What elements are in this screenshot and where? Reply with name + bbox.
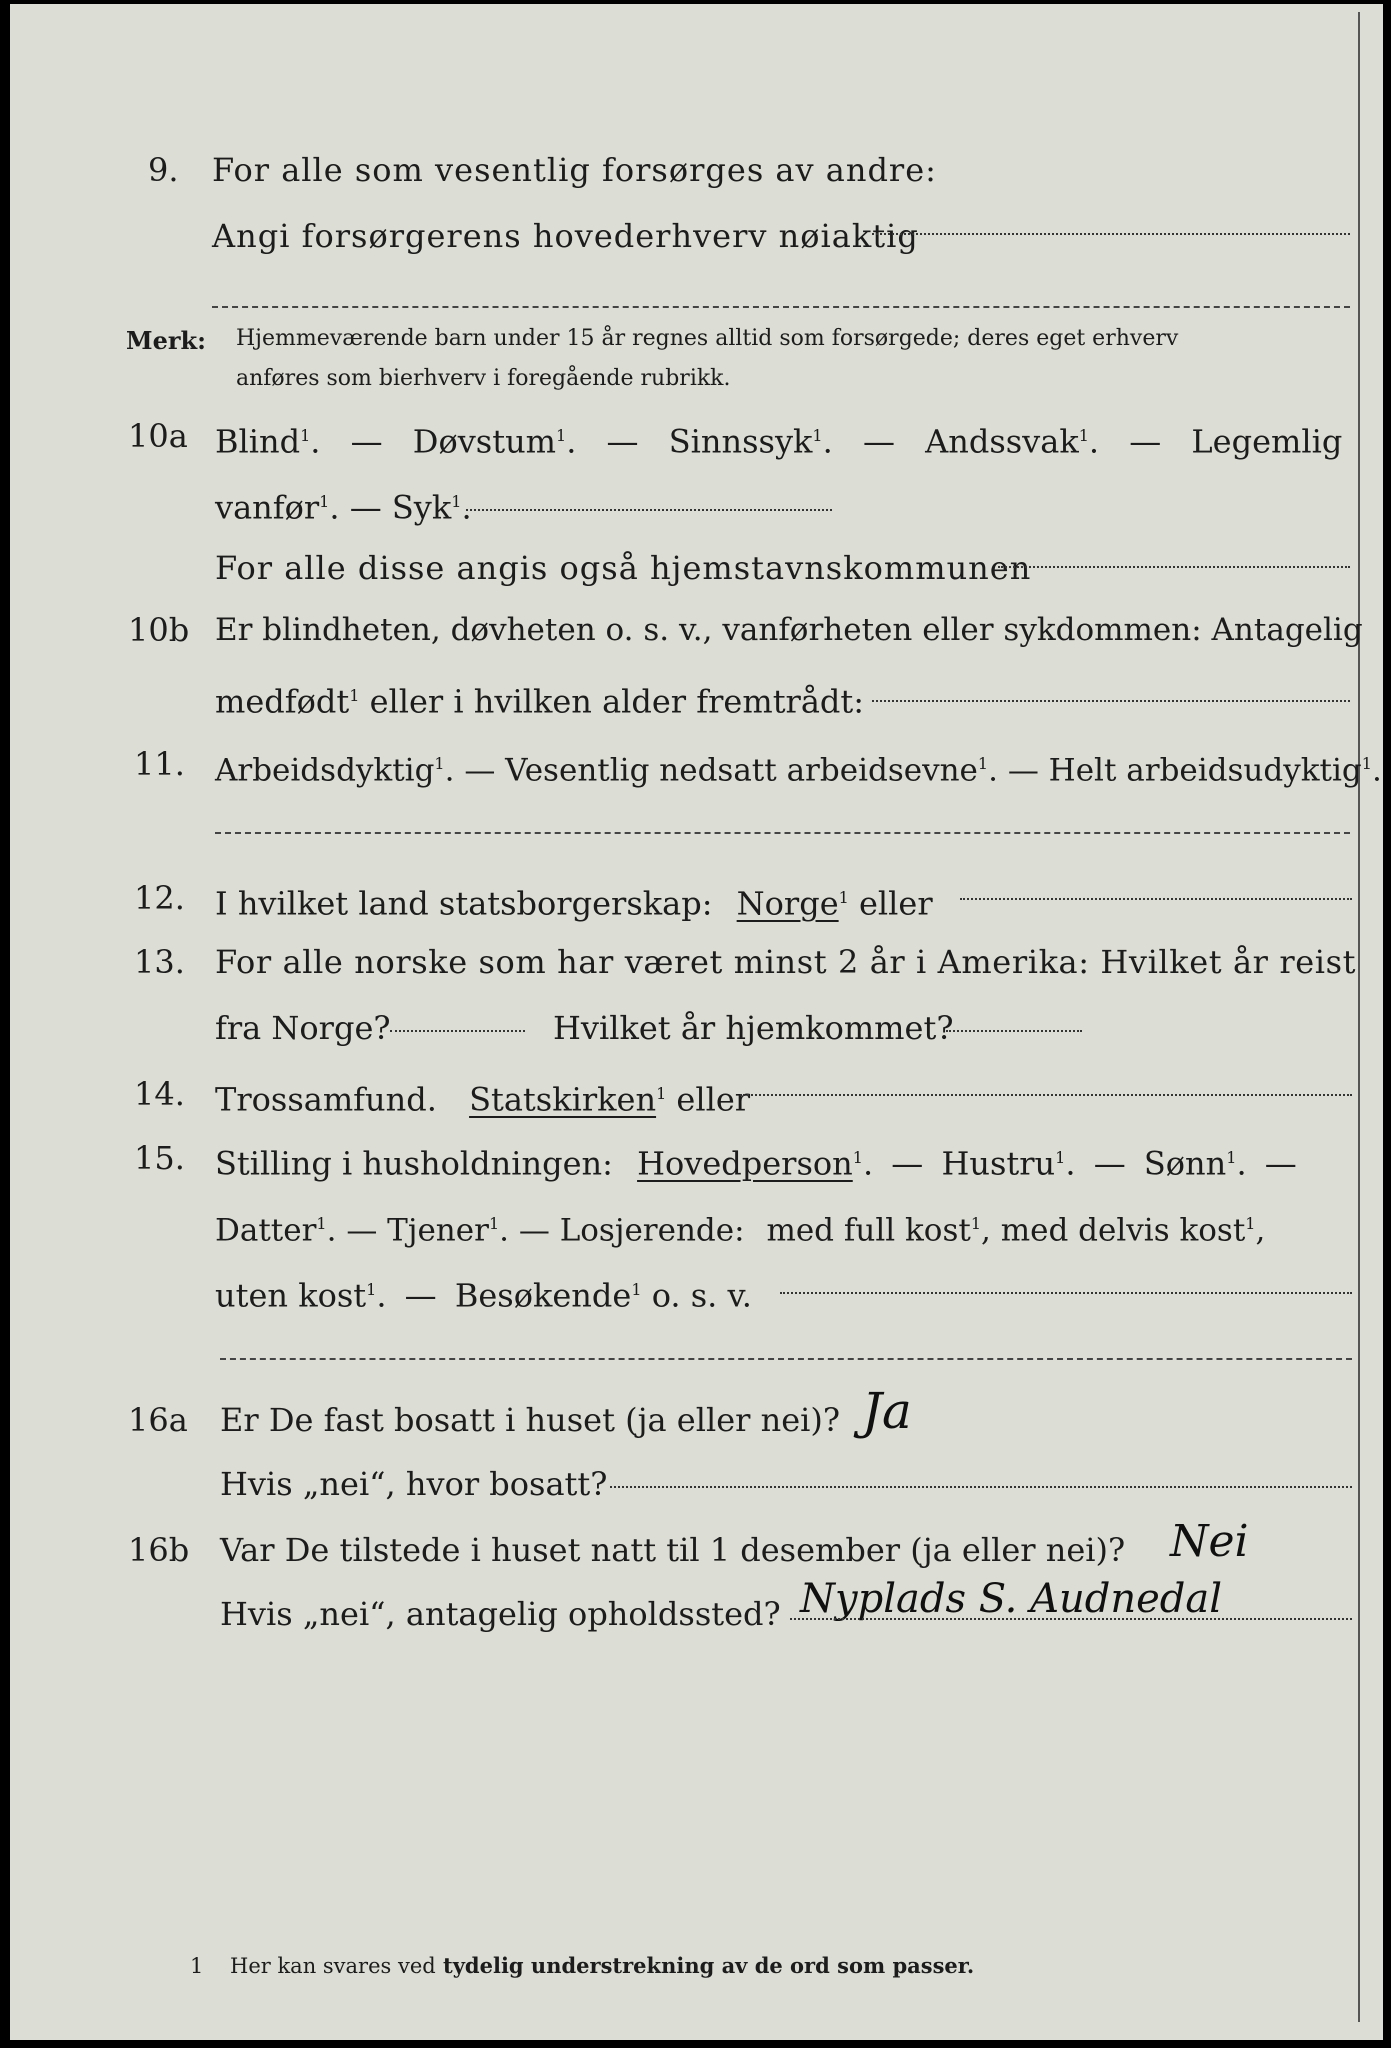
opt-statskirken[interactable]: Statskirken	[469, 1080, 657, 1119]
q10a-line2: vanfør$^1$. — Syk$^1$.	[215, 488, 472, 527]
q13-hjemkommet-line[interactable]	[946, 1030, 1082, 1032]
opt-arbeidsdyktig[interactable]: Arbeidsdyktig	[215, 752, 435, 789]
q14-line1: Trossamfund. Statskirken$^1$ eller	[215, 1080, 751, 1119]
q12-answer-line[interactable]	[960, 898, 1352, 900]
q10b-number: 10b	[128, 611, 190, 649]
opt-hovedperson[interactable]: Hovedperson	[637, 1144, 853, 1183]
q11-answer-line[interactable]	[215, 832, 1350, 834]
opt-sinnssyk[interactable]: Sinnssyk	[668, 422, 813, 461]
opt-norge[interactable]: Norge	[736, 884, 839, 923]
census-form-page	[10, 4, 1383, 2040]
opt-andssvak[interactable]: Andssvak	[925, 422, 1079, 461]
q16b-handwritten-answer2[interactable]: Nyplads S. Audnedal	[800, 1576, 1223, 1622]
q15-answer-line-2[interactable]	[220, 1358, 1352, 1360]
page-edge-line	[1358, 12, 1360, 2022]
opt-legemlig[interactable]: Legemlig	[1191, 422, 1343, 461]
q10b-line1: Er blindheten, døvheten o. s. v., vanførheten eller sykdommen: Antagelig	[215, 612, 1363, 648]
q10a-number: 10a	[128, 417, 188, 455]
opt-tjener[interactable]: Tjener	[387, 1212, 489, 1249]
q15-line1: Stilling i husholdningen: Hovedperson$^1$. — Hustru$^1$. — Sønn$^1$. —	[215, 1144, 1297, 1183]
q16b-line1: Var De tilstede i huset natt til 1 desember (ja eller nei)?	[220, 1531, 1126, 1569]
opt-medfodt[interactable]: medfødt	[215, 682, 350, 721]
q13-line2a: fra Norge?	[215, 1009, 391, 1047]
q13-line2b: Hvilket år hjemkommet?	[553, 1009, 954, 1047]
q15-line2: Datter$^1$. — Tjener$^1$. — Losjerende: med full kost$^1$, med delvis kost$^1$,	[215, 1212, 1266, 1249]
q9-answer-line-2[interactable]	[212, 306, 1350, 308]
q9-line1: For alle som vesentlig forsørges av andre:	[212, 151, 937, 189]
q11-number: 11.	[134, 745, 185, 783]
opt-nedsatt[interactable]: Vesentlig nedsatt arbeidsevne	[505, 752, 978, 789]
opt-vanfor[interactable]: vanfør	[215, 488, 320, 527]
q9-line2: Angi forsørgerens hovederhverv nøiaktig	[212, 217, 919, 255]
q16a-number: 16a	[128, 1401, 188, 1439]
q16b-answer-line[interactable]	[790, 1618, 1352, 1620]
q15-answer-line[interactable]	[780, 1292, 1352, 1294]
q16b-number: 16b	[128, 1531, 190, 1569]
q9-answer-line[interactable]	[872, 233, 1350, 235]
opt-hustru[interactable]: Hustru	[941, 1144, 1056, 1183]
opt-blind[interactable]: Blind	[215, 422, 301, 461]
q10a-line3: For alle disse angis også hjemstavnskommunen	[215, 549, 1032, 587]
opt-delvis-kost[interactable]: med delvis kost	[1000, 1212, 1246, 1249]
q9-number: 9.	[148, 151, 179, 189]
q10b-line2: medfødt$^1$ eller i hvilken alder fremtrådt:	[215, 682, 865, 721]
q10b-answer-line[interactable]	[872, 700, 1350, 702]
q15-line3: uten kost$^1$. — Besøkende$^1$ o. s. v.	[215, 1276, 752, 1315]
merk-line2: anføres som bierhverv i foregående rubrikk.	[236, 366, 731, 391]
opt-sonn[interactable]: Sønn	[1143, 1144, 1227, 1183]
q12-line1: I hvilket land statsborgerskap: Norge$^1$ eller	[215, 884, 933, 923]
q13-line1: For alle norske som har været minst 2 år i Amerika: Hvilket år reist	[215, 943, 1357, 981]
q10a-answer-line[interactable]	[466, 509, 832, 511]
q11-line1: Arbeidsdyktig$^1$. — Vesentlig nedsatt arbeidsevne$^1$. — Helt arbeidsudyktig$^1$.	[215, 752, 1382, 789]
q14-answer-line[interactable]	[740, 1094, 1352, 1096]
footnote-mark: 1	[190, 1954, 204, 1978]
q13-reist-line[interactable]	[390, 1030, 525, 1032]
q12-number: 12.	[134, 879, 185, 917]
q15-number: 15.	[134, 1139, 185, 1177]
q16a-answer-line[interactable]	[610, 1486, 1352, 1488]
q13-number: 13.	[134, 943, 185, 981]
q10a-hjemstavn-line[interactable]	[998, 566, 1350, 568]
opt-full-kost[interactable]: med full kost	[766, 1212, 971, 1249]
q16a-handwritten-answer[interactable]: Ja	[862, 1382, 912, 1440]
q16a-line1: Er De fast bosatt i huset (ja eller nei)?	[220, 1401, 841, 1439]
opt-dovstum[interactable]: Døvstum	[412, 422, 557, 461]
merk-line1: Hjemmeværende barn under 15 år regnes alltid som forsørgede; deres eget erhverv	[236, 326, 1179, 351]
q14-number: 14.	[134, 1075, 185, 1113]
opt-syk[interactable]: Syk	[391, 488, 452, 527]
opt-uten-kost[interactable]: uten kost	[215, 1276, 367, 1315]
q16a-line2: Hvis „nei“, hvor bosatt?	[220, 1465, 608, 1503]
opt-besokende[interactable]: Besøkende	[454, 1276, 632, 1315]
q10a-line1: Blind$^1$. — Døvstum$^1$. — Sinnssyk$^1$. — Andssvak$^1$. — Legemlig	[215, 422, 1343, 461]
opt-udyktig[interactable]: Helt arbeidsudyktig	[1048, 752, 1362, 789]
footnote: 1 Her kan svares ved tydelig understrekning av de ord som passer.	[190, 1953, 975, 1978]
q16b-line2: Hvis „nei“, antagelig opholdssted?	[220, 1595, 781, 1633]
merk-label: Merk:	[126, 326, 206, 355]
opt-datter[interactable]: Datter	[215, 1212, 317, 1249]
q16b-handwritten-answer1[interactable]: Nei	[1170, 1516, 1249, 1567]
